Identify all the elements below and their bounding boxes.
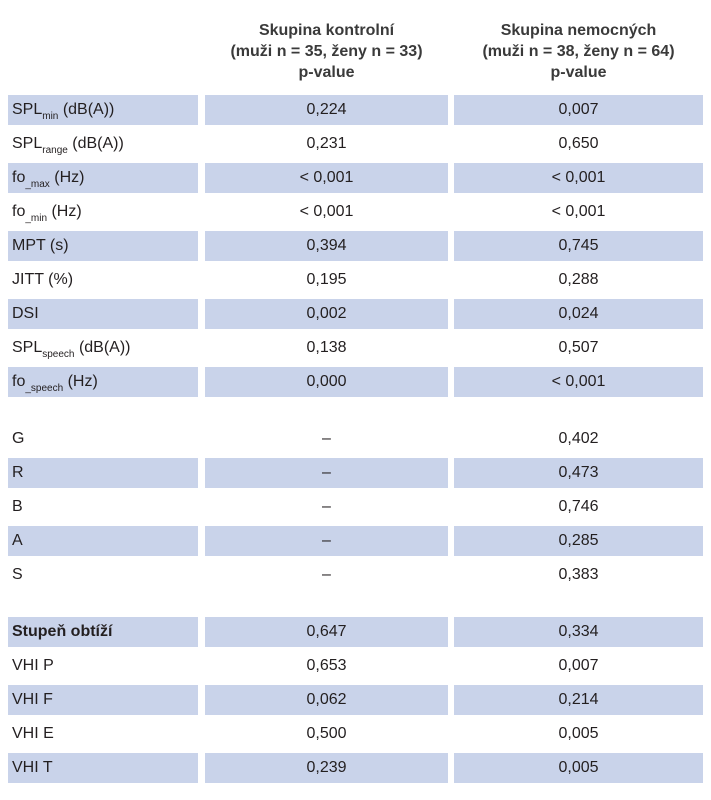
label-main: JITT (%) [12,271,74,288]
row-label [8,492,198,522]
row-label [8,719,198,749]
patient-pvalue: 0,288 [558,271,599,288]
label-unit: (Hz) [63,373,98,390]
label-main: B [12,498,23,515]
row-label [8,197,198,227]
label-main: SPL [12,101,43,118]
table-row [8,651,703,681]
header-control-pvalue: p-value [298,64,355,81]
patient-pvalue: < 0,001 [551,203,606,220]
patient-pvalue: 0,007 [454,95,703,125]
label-main: SPL [12,339,43,356]
control-pvalue: 0,062 [205,685,448,715]
patient-pvalue: 0,507 [558,339,599,356]
header-patient-counts: (muži n = 38, ženy n = 64) [482,43,675,60]
header-control-counts: (muži n = 35, ženy n = 33) [230,43,423,60]
row-label [8,367,198,397]
label-main: VHI E [12,725,54,742]
row-label [8,526,198,556]
table-row [8,129,703,159]
table-row [8,617,703,647]
table-row [8,492,703,522]
control-pvalue: – [322,430,331,447]
patient-pvalue: 0,334 [454,617,703,647]
label-subscript: speech [42,349,75,360]
patient-pvalue: < 0,001 [454,367,703,397]
row-label [8,560,198,590]
row-label [8,265,198,295]
label-main: fo [12,169,26,186]
label-subscript: min [42,111,59,122]
control-pvalue: – [205,458,448,488]
table-row [8,753,703,783]
label-subscript: _min [25,213,48,224]
row-label [8,333,198,363]
patient-pvalue: 0,005 [558,725,599,742]
label-main: G [12,430,25,447]
table-row [8,95,703,125]
label-main: VHI T [12,759,53,776]
row-label [8,231,198,261]
label-main: fo [12,373,26,390]
patient-pvalue: 0,745 [454,231,703,261]
control-pvalue: 0,224 [205,95,448,125]
label-unit: (Hz) [47,203,82,220]
label-unit: (Hz) [49,169,85,186]
control-pvalue: 0,002 [205,299,448,329]
header-control-title: Skupina kontrolní [258,22,395,39]
label-main: Stupeň obtíží [12,623,113,640]
table-row [8,265,703,295]
control-pvalue: – [322,566,331,583]
patient-pvalue: < 0,001 [454,163,703,193]
label-main: fo [12,203,26,220]
table-row [8,367,703,397]
label-main: R [12,464,24,481]
row-label [8,299,198,329]
label-main: SPL [12,135,43,152]
patient-pvalue: 0,473 [454,458,703,488]
table-row [8,424,703,454]
table-row [8,560,703,590]
label-main: S [12,566,23,583]
table-row [8,231,703,261]
label-subscript: _speech [25,383,64,394]
label-main: A [12,532,23,549]
row-label [8,95,198,125]
label-subscript: range [42,145,68,156]
row-label [8,685,198,715]
control-pvalue: 0,500 [306,725,347,742]
control-pvalue: 0,653 [306,657,347,674]
patient-pvalue: 0,285 [454,526,703,556]
control-pvalue: 0,231 [306,135,347,152]
label-main: VHI P [12,657,54,674]
table-row [8,719,703,749]
patient-pvalue: 0,402 [558,430,599,447]
header-control-group [205,20,448,83]
label-subscript: _max [25,179,50,190]
table-row [8,163,703,193]
table-row [8,526,703,556]
label-unit: (dB(A)) [74,339,131,356]
control-pvalue: 0,195 [306,271,347,288]
row-label [8,163,198,193]
header-patient-title: Skupina nemocných [500,22,657,39]
row-label [8,129,198,159]
control-pvalue: < 0,001 [205,163,448,193]
header-patient-group [454,20,703,83]
patient-pvalue: 0,746 [558,498,599,515]
control-pvalue: < 0,001 [299,203,354,220]
label-main: MPT (s) [12,237,69,254]
patient-pvalue: 0,024 [454,299,703,329]
table-row [8,197,703,227]
patient-pvalue: 0,214 [454,685,703,715]
control-pvalue: – [205,526,448,556]
patient-pvalue: 0,650 [558,135,599,152]
control-pvalue: 0,138 [306,339,347,356]
row-label [8,753,198,783]
header-patient-pvalue: p-value [550,64,607,81]
table-header [8,20,703,90]
control-pvalue: 0,239 [205,753,448,783]
control-pvalue: 0,647 [205,617,448,647]
label-main: DSI [12,305,39,322]
table-row [8,299,703,329]
patient-pvalue: 0,007 [558,657,599,674]
patient-pvalue: 0,005 [454,753,703,783]
control-pvalue: – [322,498,331,515]
table-row [8,685,703,715]
control-pvalue: 0,000 [205,367,448,397]
label-unit: (dB(A)) [67,135,124,152]
label-main: VHI F [12,691,53,708]
row-label [8,617,198,647]
label-unit: (dB(A)) [58,101,115,118]
row-label [8,424,198,454]
table-row [8,458,703,488]
row-label [8,458,198,488]
row-label [8,651,198,681]
table-row [8,333,703,363]
control-pvalue: 0,394 [205,231,448,261]
patient-pvalue: 0,383 [558,566,599,583]
